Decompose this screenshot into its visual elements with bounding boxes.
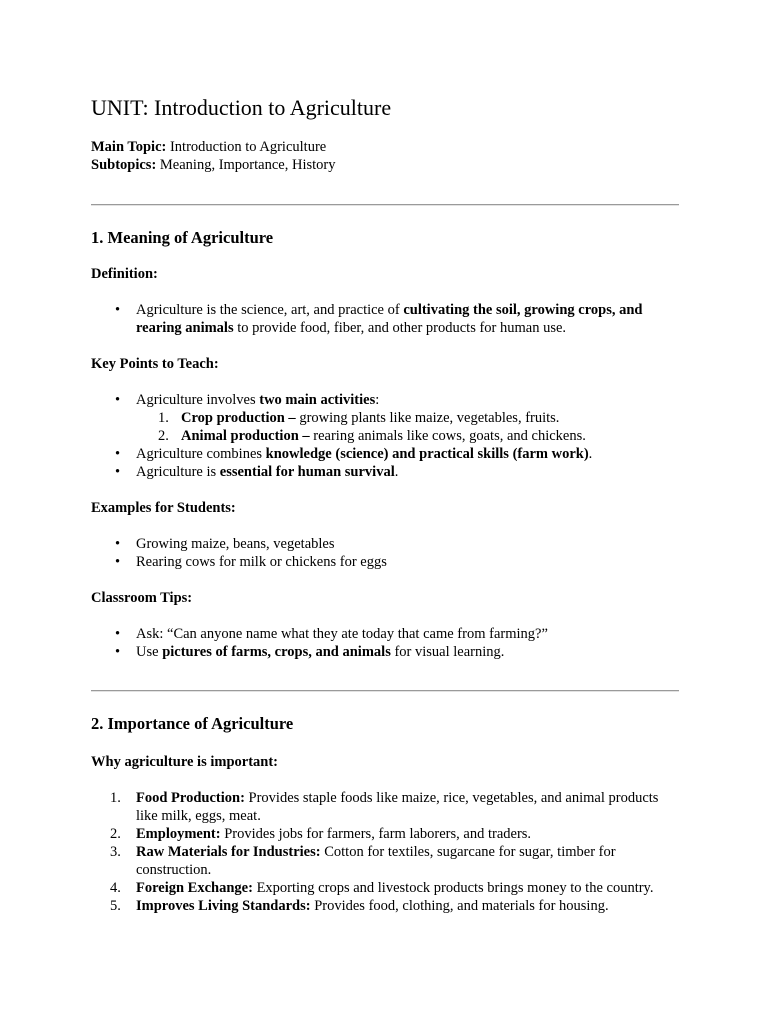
examples-label: Examples for Students: xyxy=(91,500,236,516)
list-item xyxy=(91,879,679,897)
sub-item-bold: Crop production – xyxy=(181,410,296,426)
list-item xyxy=(91,825,679,843)
list-item xyxy=(91,301,679,337)
list-item xyxy=(91,445,679,463)
key-point-2-bold: knowledge (science) and practical skills (farm work) xyxy=(265,446,589,462)
item-text: Provides staple foods like maize, rice, vegetables, and animal products like milk, eggs, meat. xyxy=(136,790,659,824)
list-item: • Rearing cows for milk or chickens for eggs xyxy=(91,553,679,571)
tip-2-bold: pictures of farms, crops, and animals xyxy=(162,644,391,660)
main-topic-line xyxy=(91,138,335,156)
item-bold: Food Production: xyxy=(136,790,245,806)
section-divider xyxy=(91,690,679,692)
sub-item-text: rearing animals like cows, goats, and chickens. xyxy=(309,428,586,444)
section-heading-importance: 2. Importance of Agriculture xyxy=(91,714,294,733)
sub-item-bold: Animal production – xyxy=(181,428,310,444)
key-point-3-bold: essential for human survival xyxy=(219,464,395,480)
item-text: Cotton for textiles, sugarcane for sugar, timber for construction. xyxy=(136,844,616,878)
list-item xyxy=(91,391,679,445)
item-text: Exporting crops and livestock products brings money to the country. xyxy=(252,880,654,896)
key-point-1-post: : xyxy=(375,392,380,408)
page-title: UNIT: Introduction to Agriculture xyxy=(91,95,392,120)
item-text: Provides jobs for farmers, farm laborers, and traders. xyxy=(220,826,532,842)
subtopics-line xyxy=(91,156,335,174)
item-bold: Improves Living Standards: xyxy=(136,898,311,914)
key-point-1-bold: two main activities xyxy=(259,392,376,408)
sub-item-number: 2. xyxy=(158,428,169,444)
tip-2-post: for visual learning. xyxy=(390,644,505,660)
key-point-3-post: . xyxy=(394,464,399,480)
list-item xyxy=(91,843,679,879)
sub-list-item xyxy=(136,427,679,445)
item-number: 3. xyxy=(110,844,121,860)
item-number: 5. xyxy=(110,898,121,914)
list-item xyxy=(91,463,679,481)
classroom-tips-label: Classroom Tips: xyxy=(91,590,193,606)
definition-list xyxy=(91,301,679,337)
list-item xyxy=(91,897,679,915)
definition-text-bold: cultivating the soil, growing crops, and rearing animals xyxy=(136,302,643,336)
subtopics-label: Subtopics: xyxy=(91,157,157,173)
examples-list xyxy=(91,535,679,571)
sub-item-text: growing plants like maize, vegetables, fruits. xyxy=(295,410,560,426)
list-item: • Ask: “Can anyone name what they ate today that came from farming?” xyxy=(91,625,679,643)
topic-meta xyxy=(91,138,335,174)
classroom-tips-list xyxy=(91,625,679,661)
sub-item-number: 1. xyxy=(158,410,169,426)
definition-label: Definition: xyxy=(91,266,158,282)
definition-text-post: to provide food, fiber, and other products for human use. xyxy=(233,320,567,336)
key-points-label: Key Points to Teach: xyxy=(91,356,219,372)
importance-list xyxy=(91,789,679,915)
item-text: Provides food, clothing, and materials for housing. xyxy=(310,898,609,914)
key-points-list xyxy=(91,391,679,481)
sub-list-item xyxy=(136,409,679,427)
list-item: • Growing maize, beans, vegetables xyxy=(91,535,679,553)
tip-2-pre: Use xyxy=(136,644,163,660)
main-topic-value: Introduction to Agriculture xyxy=(166,139,327,155)
key-point-1-pre: Agriculture involves xyxy=(136,392,260,408)
section-heading-meaning: 1. Meaning of Agriculture xyxy=(91,228,274,247)
item-bold: Raw Materials for Industries: xyxy=(136,844,321,860)
section-divider xyxy=(91,204,679,206)
main-topic-label: Main Topic: xyxy=(91,139,167,155)
key-point-2-pre: Agriculture combines xyxy=(136,446,266,462)
definition-text-pre: Agriculture is the science, art, and practice of xyxy=(136,302,404,318)
key-point-3-pre: Agriculture is xyxy=(136,464,220,480)
why-important-label: Why agriculture is important: xyxy=(91,754,279,770)
key-point-2-post: . xyxy=(588,446,593,462)
item-number: 1. xyxy=(110,790,121,806)
item-bold: Employment: xyxy=(136,826,221,842)
item-number: 4. xyxy=(110,880,121,896)
subtopics-value: Meaning, Importance, History xyxy=(156,157,336,173)
list-item xyxy=(91,643,679,661)
item-bold: Foreign Exchange: xyxy=(136,880,253,896)
list-item xyxy=(91,789,679,825)
item-number: 2. xyxy=(110,826,121,842)
key-point-sublist xyxy=(136,409,679,445)
